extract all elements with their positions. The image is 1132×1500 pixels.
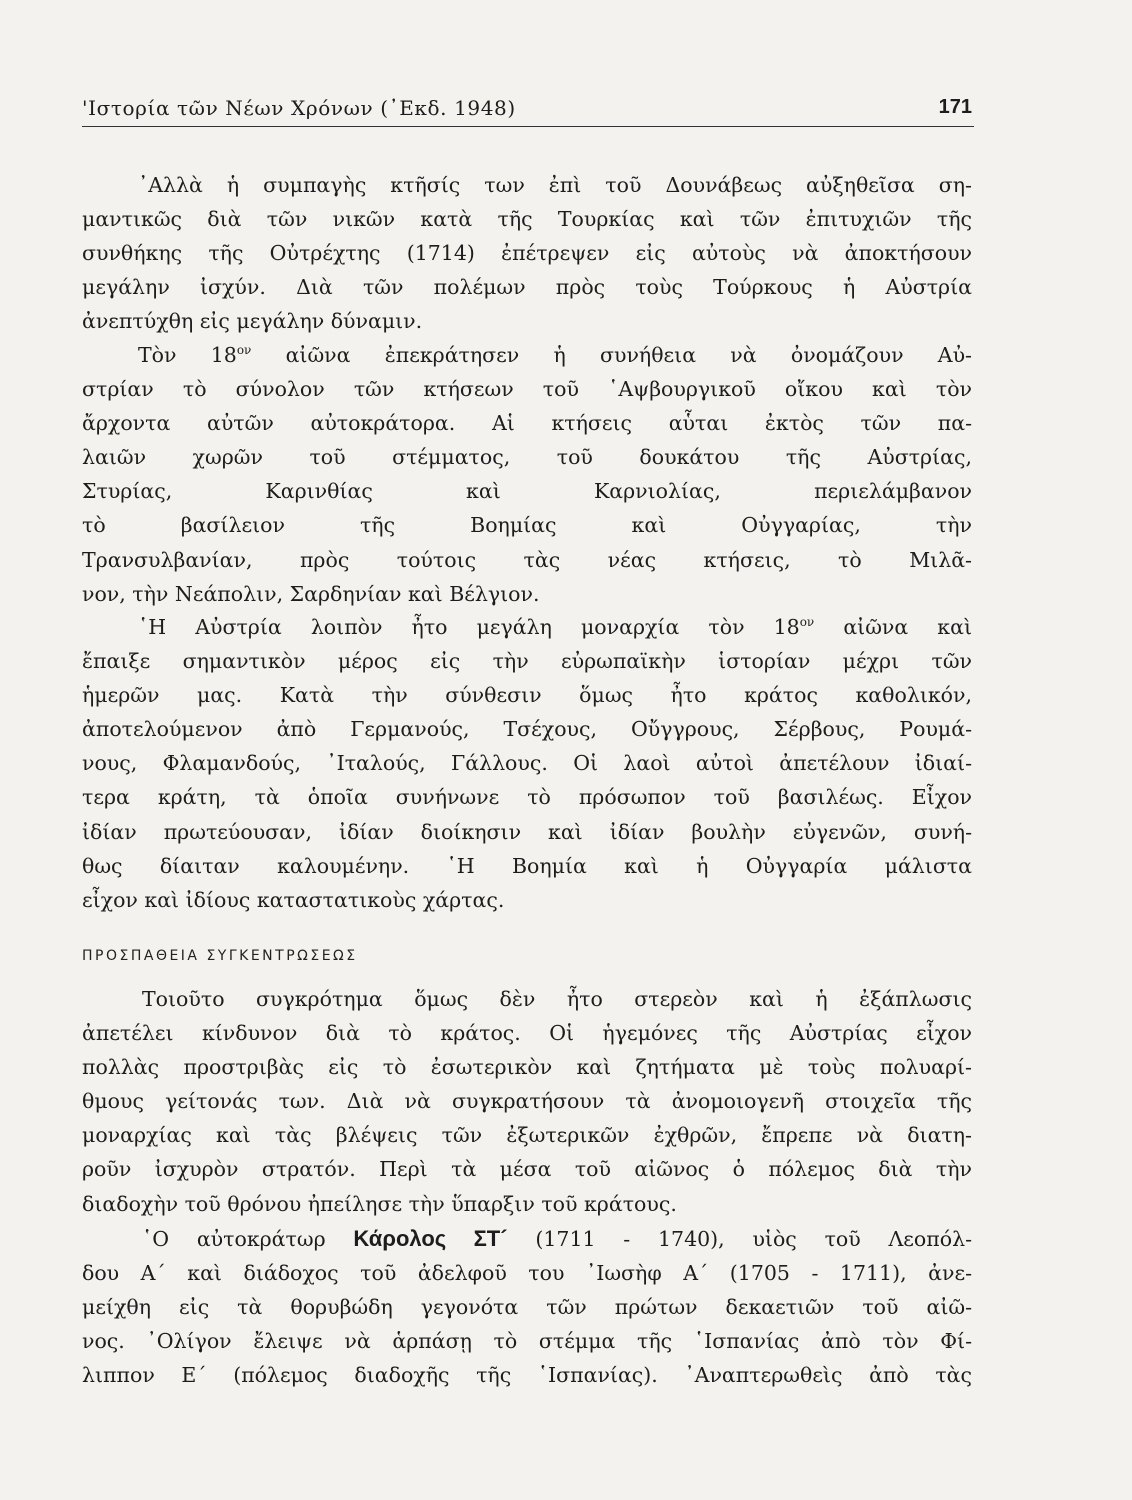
text-line: ἀπετέλει κίνδυνον διὰ τὸ κράτος. Οἱ ἡγεμόνες τῆς Αὐστρίας εἶχον [82,1021,972,1046]
text-line: μεγάλην ἰσχύν. Διὰ τῶν πολέμων πρὸς τοὺς Τούρκους ἡ Αὐστρία [82,275,972,300]
paragraph-austria-monarchy [82,610,972,917]
text-fragment: αἰῶνα ἐπεκράτησεν ἡ συνήθεια νὰ ὀνομάζουν Αὐ- [251,343,972,367]
text-line [82,610,972,644]
text-line: νους, Φλαμανδούς, ᾿Ιταλούς, Γάλλους. Οἱ λαοὶ αὐτοὶ ἀπετέλουν ἰδιαί- [82,751,972,776]
text-line: λιππον Ε´ (πόλεμος διαδοχῆς τῆς ῾Ισπανίας). ᾿Αναπτερωθεὶς ἀπὸ τὰς [82,1363,972,1388]
text-line: Τρανσυλβανίαν, πρὸς τούτοις τὰς νέας κτήσεις, τὸ Μιλᾶ- [82,547,972,572]
text-line: λαιῶν χωρῶν τοῦ στέμματος, τοῦ δουκάτου τῆς Αὐστρίας, [82,445,972,470]
page-number: 171 [938,96,972,118]
text-line: ροῦν ἰσχυρὸν στρατόν. Περὶ τὰ μέσα τοῦ αἰῶνος ὁ πόλεμος διὰ τὴν [82,1157,972,1182]
text-line: ἀνεπτύχθη εἰς μεγάλην δύναμιν. [82,309,423,334]
running-head-title: 'Ιστορία τῶν Νέων Χρόνων (᾿Εκδ. 1948) [82,96,516,120]
text-fragment: ῾Η Αὐστρία λοιπὸν ἦτο μεγάλη μοναρχία τὸν 18 [138,615,800,639]
paragraph-charles-vi [82,1222,972,1392]
paragraph-austria-definition [82,338,972,611]
text-fragment: Τὸν 18 [138,343,237,367]
running-head [82,96,974,127]
text-fragment: ῾Ο αὐτοκράτωρ [142,1227,354,1251]
text-line: ᾿Αλλὰ ἡ συμπαγὴς κτῆσίς των ἐπὶ τοῦ Δουνάβεως αὐξηθεῖσα ση- [138,173,972,197]
text-line: πολλὰς προστριβὰς εἰς τὸ ἐσωτερικὸν καὶ ζητήματα μὲ τοὺς πολυαρί- [82,1055,972,1080]
text-line: στρίαν τὸ σύνολον τῶν κτήσεων τοῦ ῾Αψβουργικοῦ οἴκου καὶ τὸν [82,377,972,402]
text-line: συνθήκης τῆς Οὐτρέχτης (1714) ἐπέτρεψεν εἰς αὐτοὺς νὰ ἀποκτήσουν [82,241,972,266]
text-fragment: αἰῶνα καὶ [814,615,972,639]
text-line [82,338,972,372]
section-heading: ΠΡΟΣΠΑΘΕΙΑ ΣΥΓΚΕΝΤΡΩΣΕΩΣ [82,948,358,964]
text-line [82,1222,972,1256]
paragraph-austrian-holdings [82,168,972,338]
text-line: μείχθη εἰς τὰ θορυβώδη γεγονότα τῶν πρώτων δεκαετιῶν τοῦ αἰῶ- [82,1295,972,1320]
text-line: θως δίαιταν καλουμένην. ῾Η Βοημία καὶ ἡ Οὐγγαρία μάλιστα [82,853,972,878]
text-line: τὸ βασίλειον τῆς Βοημίας καὶ Οὐγγαρίας, τὴν [82,513,972,538]
text-line: ἰδίαν πρωτεύουσαν, ἰδίαν διοίκησιν καὶ ἰδίαν βουλὴν εὐγενῶν, συνή- [82,819,972,844]
paragraph-centralization [82,982,972,1221]
text-fragment: (1711 - 1740), υἱὸς τοῦ Λεοπόλ- [507,1227,972,1251]
text-line: δου Α´ καὶ διάδοχος τοῦ ἀδελφοῦ του ᾿Ιωσὴφ Α´ (1705 - 1711), ἀνε- [82,1261,972,1286]
text-line: τερα κράτη, τὰ ὁποῖα συνήνωνε τὸ πρόσωπον τοῦ βασιλέως. Εἶχον [82,785,972,810]
text-line: ἔπαιξε σημαντικὸν μέρος εἰς τὴν εὐρωπαϊκὴν ἱστορίαν μέχρι τῶν [82,649,972,674]
ordinal-superscript: ον [799,615,815,630]
text-line: θμους γείτονάς των. Διὰ νὰ συγκρατήσουν τὰ ἀνομοιογενῆ στοιχεῖα τῆς [82,1089,972,1114]
text-line: νον, τὴν Νεάπολιν, Σαρδηνίαν καὶ Βέλγιον. [82,581,540,606]
text-line: Τοιοῦτο συγκρότημα ὅμως δὲν ἦτο στερεὸν καὶ ἡ ἐξάπλωσις [142,987,972,1011]
text-line: μοναρχίας καὶ τὰς βλέψεις τῶν ἐξωτερικῶν ἐχθρῶν, ἔπρεπε νὰ διατη- [82,1123,972,1148]
text-line: νος. ᾿Ολίγον ἔλειψε νὰ ἁρπάσῃ τὸ στέμμα τῆς ῾Ισπανίας ἀπὸ τὸν Φί- [82,1329,972,1354]
text-line: ἀποτελούμενον ἀπὸ Γερμανούς, Τσέχους, Οὔγγρους, Σέρβους, Ρουμά- [82,717,972,742]
text-line: μαντικῶς διὰ τῶν νικῶν κατὰ τῆς Τουρκίας καὶ τῶν ἐπιτυχιῶν τῆς [82,207,972,232]
text-line: ἡμερῶν μας. Κατὰ τὴν σύνθεσιν ὅμως ἦτο κράτος καθολικόν, [82,683,972,708]
text-line: ἄρχοντα αὐτῶν αὐτοκράτορα. Αἱ κτήσεις αὗται ἐκτὸς τῶν πα- [82,411,972,436]
emperor-name: Κάρολος ΣΤ´ [353,1226,508,1251]
text-line: Στυρίας, Καρινθίας καὶ Καρνιολίας, περιελάμβανον [82,479,972,504]
ordinal-superscript: ον [236,343,252,358]
text-line: εἶχον καὶ ἰδίους καταστατικοὺς χάρτας. [82,887,505,912]
text-line: διαδοχὴν τοῦ θρόνου ἠπείλησε τὴν ὕπαρξιν τοῦ κράτους. [82,1191,677,1216]
